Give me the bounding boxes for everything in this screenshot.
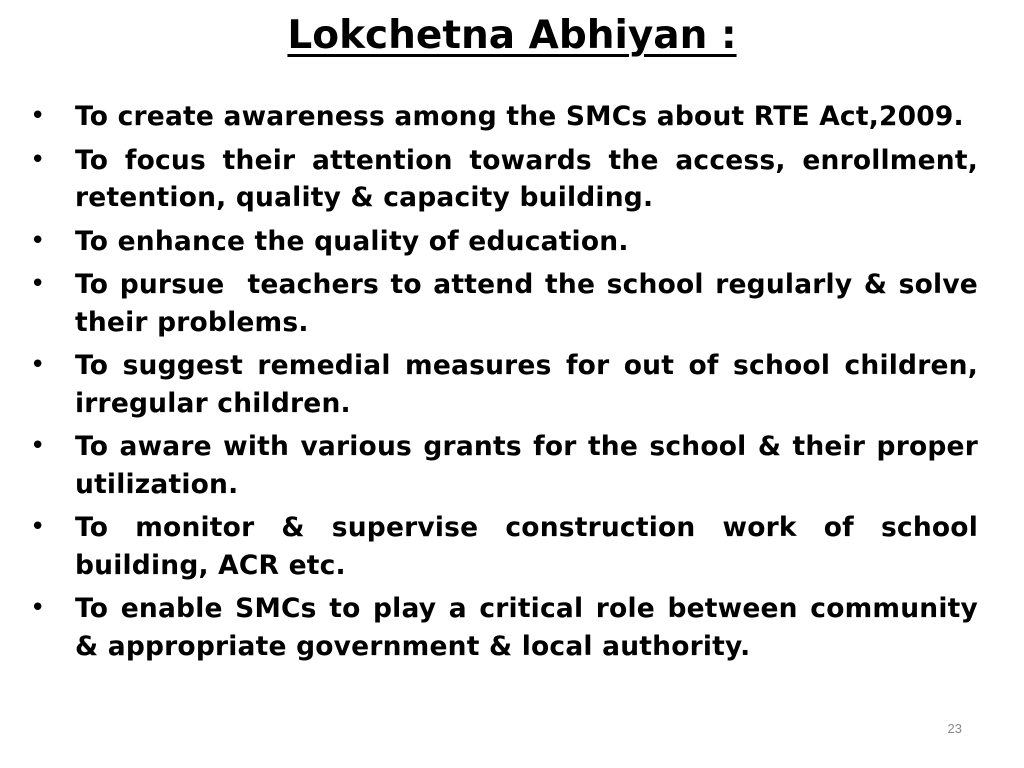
- bullet-text: To aware with various grants for the school & their proper utilization.: [75, 431, 978, 500]
- bullet-item: [30, 590, 978, 665]
- bullet-item: [30, 428, 978, 503]
- bullet-item: [30, 347, 978, 422]
- slide-title-text: Lokchetna Abhiyan :: [287, 13, 737, 58]
- bullet-icon: •: [30, 512, 46, 542]
- bullet-item: [30, 98, 978, 136]
- bullet-text: To create awareness among the SMCs about RTE Act,2009.: [75, 101, 964, 132]
- bullet-icon: •: [30, 269, 46, 299]
- bullet-text: To suggest remedial measures for out of school children, irregular children.: [75, 350, 978, 419]
- bullet-icon: •: [30, 593, 46, 623]
- bullet-text: To pursue teachers to attend the school regularly & solve their problems.: [75, 269, 988, 338]
- page-number: 23: [947, 721, 962, 736]
- bullet-text: To monitor & supervise construction work of school building, ACR etc.: [75, 512, 978, 581]
- bullet-item: [30, 266, 988, 341]
- bullet-icon: •: [30, 350, 46, 380]
- bullet-icon: •: [30, 431, 46, 461]
- bullet-text: To focus their attention towards the access, enrollment, retention, quality & capacity building.: [75, 144, 978, 213]
- bullet-icon: •: [30, 225, 46, 256]
- bullet-item: [30, 223, 978, 261]
- bullet-text: To enable SMCs to play a critical role between community & appropriate government & local authority.: [75, 593, 978, 662]
- slide-title: [0, 10, 1024, 62]
- bullet-list: [30, 98, 988, 671]
- bullet-item: [30, 509, 978, 584]
- bullet-icon: •: [30, 101, 46, 131]
- bullet-text: To enhance the quality of education.: [75, 225, 629, 257]
- bullet-item: [30, 142, 978, 217]
- bullet-icon: •: [30, 144, 46, 175]
